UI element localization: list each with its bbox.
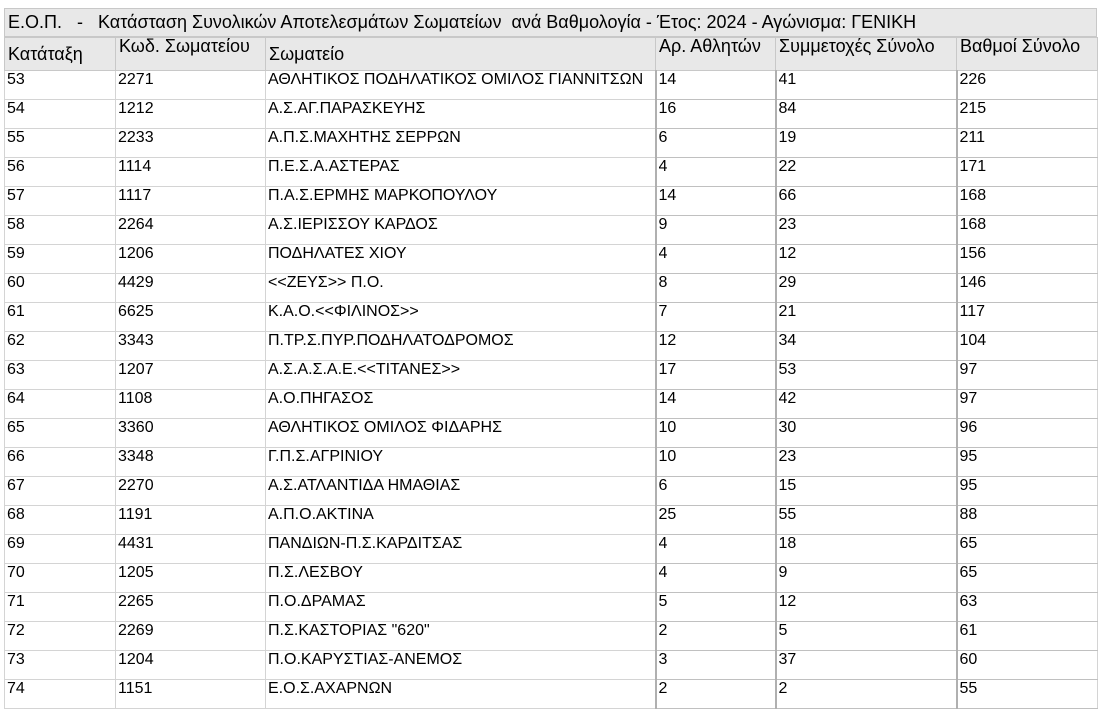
cell-points	[957, 158, 1098, 187]
cell-club-code	[116, 245, 266, 274]
cell-club-name	[266, 332, 656, 361]
cell-points	[957, 216, 1098, 245]
cell-points-text: 61	[959, 622, 978, 639]
cell-club-code-text: 1191	[118, 506, 153, 523]
cell-club-code-text: 3360	[118, 419, 154, 436]
cell-athletes-text: 4	[658, 245, 668, 262]
cell-rank-text: 63	[7, 361, 25, 378]
cell-entries	[776, 158, 957, 187]
cell-athletes-text: 10	[658, 448, 677, 465]
cell-entries-text: 15	[778, 477, 797, 494]
cell-entries	[776, 332, 957, 361]
cell-club-name	[266, 535, 656, 564]
cell-entries	[776, 100, 957, 129]
cell-points-text: 97	[959, 361, 978, 378]
cell-athletes-text: 2	[658, 622, 668, 639]
cell-points-text: 65	[959, 535, 978, 552]
table-row	[5, 651, 1098, 680]
cell-points-text: 55	[959, 680, 978, 697]
cell-club-code	[116, 506, 266, 535]
cell-rank	[5, 187, 116, 216]
cell-club-code-text: 4431	[118, 535, 154, 552]
cell-entries-text: 55	[778, 506, 797, 523]
cell-club-name	[266, 245, 656, 274]
table-row	[5, 419, 1098, 448]
cell-entries	[776, 303, 957, 332]
cell-points	[957, 477, 1098, 506]
cell-athletes	[656, 651, 776, 680]
cell-athletes-text: 4	[658, 564, 668, 581]
cell-club-name-text: Π.Σ.ΛΕΣΒΟΥ	[268, 564, 363, 581]
table-row	[5, 187, 1098, 216]
cell-entries-text: 12	[778, 593, 797, 610]
cell-club-code-text: 2233	[118, 129, 154, 146]
cell-entries	[776, 651, 957, 680]
cell-club-code	[116, 419, 266, 448]
cell-club-name	[266, 129, 656, 158]
cell-rank-text: 60	[7, 274, 25, 291]
cell-entries	[776, 216, 957, 245]
cell-entries-text: 2	[778, 680, 788, 697]
header-points-total: Βαθμοί Σύνολο	[957, 38, 1098, 71]
cell-club-code	[116, 477, 266, 506]
cell-rank	[5, 419, 116, 448]
cell-points	[957, 419, 1098, 448]
table-row	[5, 477, 1098, 506]
cell-club-name	[266, 593, 656, 622]
cell-entries	[776, 593, 957, 622]
cell-rank-text: 53	[7, 71, 25, 88]
cell-club-code-text: 2265	[118, 593, 154, 610]
table-row	[5, 448, 1098, 477]
cell-club-name	[266, 390, 656, 419]
cell-entries-text: 12	[778, 245, 797, 262]
cell-club-code-text: 2264	[118, 216, 154, 233]
cell-club-code	[116, 303, 266, 332]
cell-athletes-text: 25	[658, 506, 677, 523]
cell-points	[957, 390, 1098, 419]
cell-rank-text: 54	[7, 100, 25, 117]
cell-athletes-text: 10	[658, 419, 677, 436]
cell-rank	[5, 448, 116, 477]
cell-athletes-text: 4	[658, 535, 668, 552]
cell-athletes	[656, 448, 776, 477]
cell-points-text: 117	[959, 303, 986, 320]
cell-points	[957, 129, 1098, 158]
cell-entries	[776, 448, 957, 477]
cell-athletes-text: 7	[658, 303, 668, 320]
cell-athletes	[656, 680, 776, 709]
cell-rank-text: 67	[7, 477, 25, 494]
cell-entries	[776, 361, 957, 390]
cell-rank-text: 65	[7, 419, 25, 436]
cell-club-name	[266, 274, 656, 303]
cell-rank-text: 61	[7, 303, 25, 320]
cell-athletes-text: 9	[658, 216, 668, 233]
cell-points-text: 88	[959, 506, 978, 523]
table-row	[5, 303, 1098, 332]
cell-points	[957, 274, 1098, 303]
cell-points-text: 63	[959, 593, 978, 610]
cell-club-name-text: Α.Ο.ΠΗΓΑΣΟΣ	[268, 390, 374, 407]
cell-club-code	[116, 187, 266, 216]
cell-athletes-text: 6	[658, 477, 668, 494]
cell-athletes	[656, 506, 776, 535]
cell-rank-text: 57	[7, 187, 25, 204]
header-athletes: Αρ. Αθλητών	[656, 38, 776, 71]
table-row	[5, 274, 1098, 303]
cell-rank	[5, 71, 116, 100]
cell-entries	[776, 535, 957, 564]
cell-club-name-text: ΠΟΔΗΛΑΤΕΣ ΧΙΟΥ	[268, 245, 407, 262]
cell-club-code	[116, 274, 266, 303]
cell-club-name	[266, 303, 656, 332]
cell-rank	[5, 680, 116, 709]
cell-rank	[5, 303, 116, 332]
cell-points-text: 211	[959, 129, 986, 146]
cell-entries-text: 23	[778, 448, 797, 465]
cell-club-name-text: Π.Ο.ΔΡΑΜΑΣ	[268, 593, 366, 610]
cell-club-name-text: Α.Σ.ΙΕΡΙΣΣΟΥ ΚΑΡΔΟΣ	[268, 216, 438, 233]
cell-club-name-text: Κ.Α.Ο.<<ΦΙΛΙΝΟΣ>>	[268, 303, 419, 320]
cell-rank-text: 71	[7, 593, 25, 610]
cell-club-code-text: 1151	[118, 680, 153, 697]
cell-athletes-text: 5	[658, 593, 668, 610]
cell-club-name-text: Π.Σ.ΚΑΣΤΟΡΙΑΣ "620"	[268, 622, 430, 639]
cell-entries-text: 29	[778, 274, 797, 291]
cell-rank-text: 70	[7, 564, 25, 581]
cell-club-code-text: 1117	[118, 187, 152, 204]
cell-entries	[776, 187, 957, 216]
cell-club-name	[266, 361, 656, 390]
cell-club-code-text: 1206	[118, 245, 154, 262]
cell-rank-text: 56	[7, 158, 25, 175]
cell-rank	[5, 535, 116, 564]
cell-club-code	[116, 448, 266, 477]
cell-athletes	[656, 477, 776, 506]
cell-entries	[776, 274, 957, 303]
cell-club-name-text: Π.Α.Σ.ΕΡΜΗΣ ΜΑΡΚΟΠΟΥΛΟΥ	[268, 187, 498, 204]
cell-club-name	[266, 187, 656, 216]
cell-athletes-text: 12	[658, 332, 677, 349]
cell-points	[957, 593, 1098, 622]
cell-entries	[776, 419, 957, 448]
cell-club-code	[116, 100, 266, 129]
cell-entries-text: 53	[778, 361, 797, 378]
cell-club-code	[116, 622, 266, 651]
table-row	[5, 535, 1098, 564]
cell-points-text: 156	[959, 245, 987, 262]
cell-rank-text: 58	[7, 216, 25, 233]
cell-entries	[776, 680, 957, 709]
cell-athletes	[656, 593, 776, 622]
cell-entries	[776, 477, 957, 506]
cell-points	[957, 448, 1098, 477]
cell-athletes	[656, 564, 776, 593]
cell-points-text: 95	[959, 448, 978, 465]
header-entries-total: Συμμετοχές Σύνολο	[776, 38, 957, 71]
cell-club-code	[116, 216, 266, 245]
cell-club-name-text: ΠΑΝΔΙΩΝ-Π.Σ.ΚΑΡΔΙΤΣΑΣ	[268, 535, 463, 552]
cell-club-name	[266, 71, 656, 100]
cell-athletes-text: 14	[658, 187, 677, 204]
cell-points	[957, 564, 1098, 593]
cell-club-name-text: Α.Π.Σ.ΜΑΧΗΤΗΣ ΣΕΡΡΩΝ	[268, 129, 461, 146]
header-club: Σωματείο	[266, 38, 656, 71]
cell-club-code-text: 2271	[118, 71, 154, 88]
cell-club-name	[266, 100, 656, 129]
table-header-row	[5, 38, 1098, 71]
results-table	[4, 37, 1098, 709]
cell-entries-text: 84	[778, 100, 797, 117]
cell-points-text: 226	[959, 71, 987, 88]
cell-club-name-text: Γ.Π.Σ.ΑΓΡΙΝΙΟΥ	[268, 448, 384, 465]
cell-athletes	[656, 158, 776, 187]
cell-points	[957, 245, 1098, 274]
cell-entries-text: 37	[778, 651, 797, 668]
cell-athletes-text: 17	[658, 361, 677, 378]
cell-club-code-text: 2270	[118, 477, 154, 494]
cell-athletes	[656, 71, 776, 100]
table-row	[5, 506, 1098, 535]
cell-club-name-text: Π.Ε.Σ.Α.ΑΣΤΕΡΑΣ	[268, 158, 400, 175]
cell-rank-text: 72	[7, 622, 25, 639]
cell-entries	[776, 71, 957, 100]
cell-entries	[776, 506, 957, 535]
cell-rank	[5, 129, 116, 158]
cell-club-name	[266, 651, 656, 680]
table-row	[5, 245, 1098, 274]
cell-entries-text: 34	[778, 332, 797, 349]
table-row	[5, 390, 1098, 419]
cell-athletes	[656, 390, 776, 419]
cell-rank	[5, 622, 116, 651]
cell-athletes-text: 4	[658, 158, 668, 175]
table-row	[5, 100, 1098, 129]
cell-rank-text: 55	[7, 129, 25, 146]
cell-club-name	[266, 506, 656, 535]
cell-rank-text: 66	[7, 448, 25, 465]
cell-entries	[776, 245, 957, 274]
cell-points	[957, 303, 1098, 332]
cell-athletes	[656, 622, 776, 651]
table-row	[5, 216, 1098, 245]
cell-athletes-text: 6	[658, 129, 668, 146]
cell-club-code-text: 1205	[118, 564, 154, 581]
cell-athletes-text: 2	[658, 680, 668, 697]
cell-club-name	[266, 158, 656, 187]
cell-entries-text: 9	[778, 564, 788, 581]
cell-club-code	[116, 680, 266, 709]
cell-entries-text: 19	[778, 129, 797, 146]
cell-entries	[776, 622, 957, 651]
cell-club-code	[116, 129, 266, 158]
cell-entries-text: 22	[778, 158, 797, 175]
cell-club-code-text: 4429	[118, 274, 154, 291]
cell-rank-text: 59	[7, 245, 25, 262]
cell-club-name	[266, 680, 656, 709]
cell-rank	[5, 158, 116, 187]
cell-club-name-text: Π.Ο.ΚΑΡΥΣΤΙΑΣ-ΑΝΕΜΟΣ	[268, 651, 463, 668]
cell-entries	[776, 129, 957, 158]
cell-points	[957, 535, 1098, 564]
cell-points	[957, 651, 1098, 680]
cell-rank	[5, 506, 116, 535]
report-title: Ε.Ο.Π. - Κατάσταση Συνολικών Αποτελεσμάτων Σωματείων ανά Βαθμολογία - Έτος: 2024 - Αγώνισμα: ΓΕΝΙΚΗ	[4, 8, 1097, 37]
header-club-code: Κωδ. Σωματείου	[116, 38, 266, 71]
cell-club-name-text: Α.Σ.Α.Σ.Α.Ε.<<ΤΙΤΑΝΕΣ>>	[268, 361, 461, 378]
cell-entries-text: 66	[778, 187, 797, 204]
table-row	[5, 129, 1098, 158]
cell-club-code	[116, 361, 266, 390]
cell-rank-text: 64	[7, 390, 25, 407]
cell-points-text: 146	[959, 274, 987, 291]
cell-club-code	[116, 535, 266, 564]
cell-club-code-text: 1108	[118, 390, 153, 407]
table-row	[5, 361, 1098, 390]
cell-rank-text: 69	[7, 535, 25, 552]
table-row	[5, 564, 1098, 593]
cell-club-name-text: Α.Π.Ο.ΑΚΤΙΝΑ	[268, 506, 374, 523]
cell-club-code	[116, 651, 266, 680]
table-row	[5, 593, 1098, 622]
cell-entries-text: 21	[778, 303, 797, 320]
cell-points-text: 104	[959, 332, 987, 349]
cell-club-code	[116, 593, 266, 622]
cell-athletes	[656, 129, 776, 158]
cell-points	[957, 680, 1098, 709]
table-body	[5, 71, 1098, 709]
cell-rank	[5, 477, 116, 506]
cell-rank-text: 74	[7, 680, 25, 697]
cell-points-text: 97	[959, 390, 978, 407]
cell-club-code	[116, 158, 266, 187]
cell-points-text: 171	[959, 158, 987, 175]
cell-rank	[5, 361, 116, 390]
cell-club-code-text: 1212	[118, 100, 154, 117]
cell-rank	[5, 390, 116, 419]
table-row	[5, 680, 1098, 709]
cell-club-code-text: 3343	[118, 332, 154, 349]
cell-entries-text: 30	[778, 419, 797, 436]
cell-athletes-text: 14	[658, 71, 677, 88]
cell-points-text: 96	[959, 419, 978, 436]
cell-points	[957, 187, 1098, 216]
cell-club-name-text: <<ΖΕΥΣ>> Π.Ο.	[268, 274, 384, 291]
cell-club-code-text: 1207	[118, 361, 154, 378]
cell-entries-text: 42	[778, 390, 797, 407]
cell-rank	[5, 593, 116, 622]
cell-rank	[5, 245, 116, 274]
cell-club-name-text: Α.Σ.ΑΓ.ΠΑΡΑΣΚΕΥΗΣ	[268, 100, 426, 117]
cell-rank	[5, 564, 116, 593]
cell-club-code-text: 2269	[118, 622, 154, 639]
cell-club-name-text: Α.Σ.ΑΤΛΑΝΤΙΔΑ ΗΜΑΘΙΑΣ	[268, 477, 461, 494]
cell-entries-text: 23	[778, 216, 797, 233]
cell-points	[957, 100, 1098, 129]
cell-athletes	[656, 216, 776, 245]
cell-points	[957, 622, 1098, 651]
cell-club-code-text: 1114	[118, 158, 152, 175]
cell-athletes	[656, 332, 776, 361]
cell-entries-text: 5	[778, 622, 788, 639]
cell-athletes	[656, 419, 776, 448]
cell-entries-text: 41	[778, 71, 797, 88]
cell-points	[957, 71, 1098, 100]
cell-club-name	[266, 622, 656, 651]
cell-club-code	[116, 564, 266, 593]
cell-points-text: 215	[959, 100, 987, 117]
cell-club-code-text: 1204	[118, 651, 154, 668]
cell-club-name-text: Ε.Ο.Σ.ΑΧΑΡΝΩΝ	[268, 680, 393, 697]
cell-club-name-text: ΑΘΛΗΤΙΚΟΣ ΠΟΔΗΛΑΤΙΚΟΣ ΟΜΙΛΟΣ ΓΙΑΝΝΙΤΣΩΝ	[268, 71, 644, 88]
cell-club-name	[266, 477, 656, 506]
cell-club-name	[266, 419, 656, 448]
cell-points	[957, 506, 1098, 535]
cell-club-code-text: 6625	[118, 303, 154, 320]
cell-points-text: 65	[959, 564, 978, 581]
cell-rank-text: 68	[7, 506, 25, 523]
cell-athletes-text: 8	[658, 274, 668, 291]
cell-entries	[776, 564, 957, 593]
cell-club-code	[116, 390, 266, 419]
cell-athletes	[656, 274, 776, 303]
table-row	[5, 158, 1098, 187]
cell-athletes	[656, 361, 776, 390]
cell-entries-text: 18	[778, 535, 797, 552]
cell-club-code-text: 3348	[118, 448, 154, 465]
cell-entries	[776, 390, 957, 419]
header-rank: Κατάταξη	[5, 38, 116, 71]
table-row	[5, 332, 1098, 361]
table-row	[5, 622, 1098, 651]
cell-athletes-text: 14	[658, 390, 677, 407]
cell-athletes	[656, 245, 776, 274]
cell-rank	[5, 274, 116, 303]
cell-rank-text: 73	[7, 651, 25, 668]
cell-points	[957, 332, 1098, 361]
cell-athletes	[656, 187, 776, 216]
cell-athletes-text: 16	[658, 100, 677, 117]
cell-points-text: 60	[959, 651, 978, 668]
cell-club-name	[266, 216, 656, 245]
cell-athletes	[656, 100, 776, 129]
cell-athletes	[656, 535, 776, 564]
cell-club-name	[266, 448, 656, 477]
cell-rank	[5, 332, 116, 361]
table-row	[5, 71, 1098, 100]
cell-points	[957, 361, 1098, 390]
cell-club-name-text: ΑΘΛΗΤΙΚΟΣ ΟΜΙΛΟΣ ΦΙΔΑΡΗΣ	[268, 419, 502, 436]
cell-points-text: 168	[959, 187, 987, 204]
cell-rank	[5, 216, 116, 245]
cell-points-text: 95	[959, 477, 978, 494]
cell-rank	[5, 100, 116, 129]
cell-rank-text: 62	[7, 332, 25, 349]
cell-club-code	[116, 71, 266, 100]
cell-club-code	[116, 332, 266, 361]
cell-athletes	[656, 303, 776, 332]
cell-rank	[5, 651, 116, 680]
cell-club-name	[266, 564, 656, 593]
cell-club-name-text: Π.ΤΡ.Σ.ΠΥΡ.ΠΟΔΗΛΑΤΟΔΡΟΜΟΣ	[268, 332, 514, 349]
cell-points-text: 168	[959, 216, 987, 233]
cell-athletes-text: 3	[658, 651, 668, 668]
